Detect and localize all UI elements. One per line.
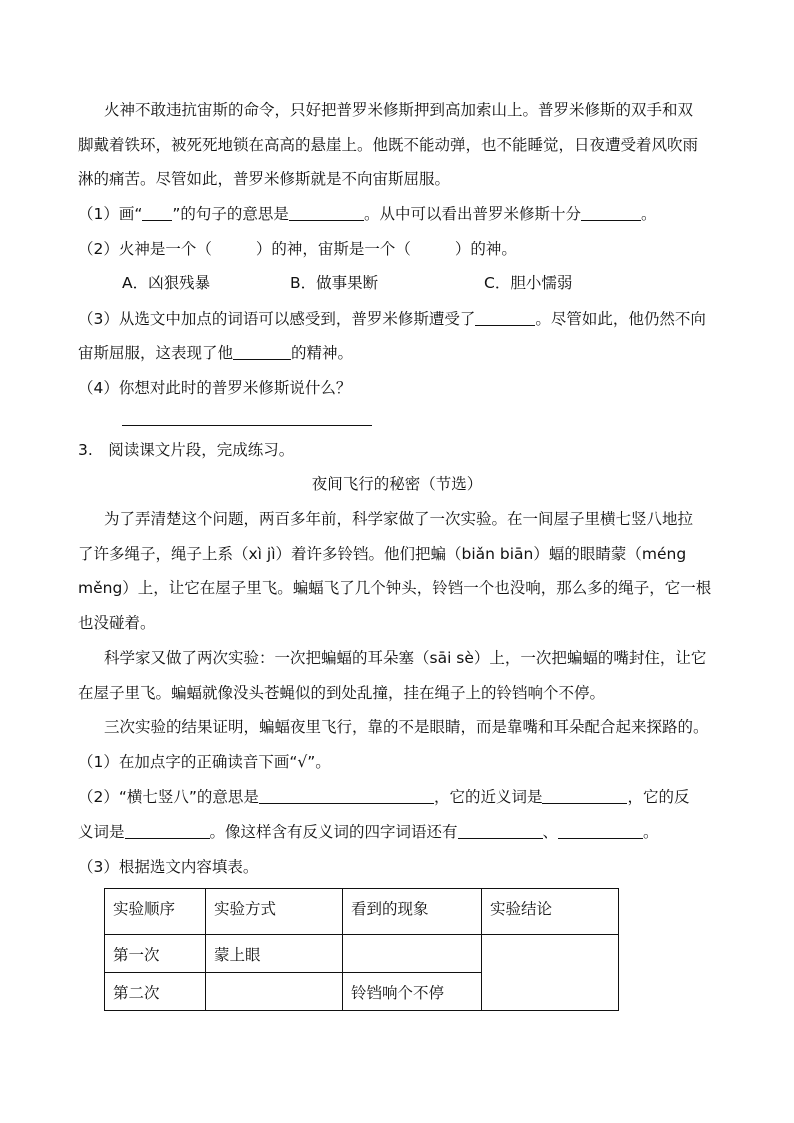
table-cell[interactable] xyxy=(343,935,482,973)
question-text: 宙斯屈服，这表现了他 xyxy=(78,344,234,362)
answer-blank[interactable] xyxy=(259,788,434,804)
question-3-1: （1）在加点字的正确读音下画“√”。 xyxy=(78,753,331,771)
passage-line: 脚戴着铁环，被死死地锁在高高的悬崖上。他既不能动弹，也不能睡觉，日夜遭受着风吹雨 xyxy=(78,136,699,154)
question-text: 的精神。 xyxy=(291,344,354,362)
table-cell: 第二次 xyxy=(105,973,206,1011)
question-text: ）的神。 xyxy=(454,240,517,258)
option-a[interactable]: A．凶狠残暴 xyxy=(122,274,211,292)
question-2-2 xyxy=(78,239,517,259)
question-3-3: （3）根据选文内容填表。 xyxy=(78,858,259,876)
passage-line: 淋的痛苦。尽管如此，普罗米修斯就是不向宙斯屈服。 xyxy=(78,170,451,188)
question-text: （2）火神是一个（ xyxy=(78,240,212,258)
table-row xyxy=(105,935,619,973)
question-3-heading: 3. 阅读课文片段，完成练习。 xyxy=(78,441,295,459)
question-text: 。 xyxy=(643,823,659,841)
table-header-row xyxy=(105,889,619,935)
answer-blank[interactable] xyxy=(125,823,210,839)
answer-blank[interactable] xyxy=(581,205,641,221)
option-b[interactable]: B．做事果断 xyxy=(290,274,379,292)
question-text: ，它的反 xyxy=(627,788,690,806)
table-cell-conclusion[interactable] xyxy=(482,935,619,1011)
answer-blank[interactable] xyxy=(233,344,291,360)
answer-blank[interactable] xyxy=(558,823,643,839)
question-3-2 xyxy=(78,787,689,807)
question-3-2-cont xyxy=(78,822,659,842)
table-cell[interactable]: 铃铛响个不停 xyxy=(343,973,482,1011)
option-c[interactable]: C．胆小懦弱 xyxy=(484,274,573,292)
question-text: ）的神，宙斯是一个（ xyxy=(255,240,411,258)
question-2-3-cont xyxy=(78,343,353,363)
question-2-3 xyxy=(78,309,706,329)
passage-line: 火神不敢违抗宙斯的命令，只好把普罗米修斯押到高加索山上。普罗米修斯的双手和双 xyxy=(104,101,694,119)
question-text: 义词是 xyxy=(78,823,125,841)
question-text: （2）“横七竖八”的意思是 xyxy=(78,788,259,806)
answer-blank[interactable] xyxy=(475,310,535,326)
answer-line[interactable] xyxy=(122,425,372,426)
table-header-cell: 实验顺序 xyxy=(105,889,206,935)
passage-line: 了许多绳子，绳子上系（xì jì）着许多铃铛。他们把蝙（biǎn biān）蝠的眼睛蒙（méng xyxy=(78,545,687,563)
passage-line: 也没碰着。 xyxy=(78,614,156,632)
question-text: 。像这样含有反义词的四字词语还有 xyxy=(209,823,458,841)
question-text: 。从中可以看出普罗米修斯十分 xyxy=(363,205,581,223)
passage-line: měng）上，让它在屋子里飞。蝙蝠飞了几个钟头，铃铛一个也没响，那么多的绳子，它一根 xyxy=(78,579,712,597)
question-text: （1）画“ xyxy=(78,205,143,223)
passage-line: 在屋子里飞。蝙蝠就像没头苍蝇似的到处乱撞，挂在绳子上的铃铛响个不停。 xyxy=(78,684,606,702)
passage-line: 科学家又做了两次实验：一次把蝙蝠的耳朵塞（sāi sè）上，一次把蝙蝠的嘴封住，让它 xyxy=(104,649,707,667)
answer-blank[interactable] xyxy=(142,205,172,221)
question-text: ”的句子的意思是 xyxy=(172,205,289,223)
table-header-cell: 看到的现象 xyxy=(343,889,482,935)
table-header-cell: 实验结论 xyxy=(482,889,619,935)
question-text: 。 xyxy=(640,205,657,223)
table-cell: 第一次 xyxy=(105,935,206,973)
passage-title: 夜间飞行的秘密（节选） xyxy=(311,475,483,493)
table-cell[interactable]: 蒙上眼 xyxy=(206,935,343,973)
passage-line: 为了弄清楚这个问题，两百多年前，科学家做了一次实验。在一间屋子里横七竖八地拉 xyxy=(104,510,694,528)
passage-line: 三次实验的结果证明，蝙蝠夜里飞行，靠的不是眼睛，而是靠嘴和耳朵配合起来探路的。 xyxy=(104,718,709,736)
question-2-1 xyxy=(78,204,656,224)
question-2-4: （4）你想对此时的普罗米修斯说什么？ xyxy=(78,379,352,397)
question-text: 、 xyxy=(542,823,559,841)
question-text: ，它的近义词是 xyxy=(433,788,543,806)
answer-blank[interactable] xyxy=(458,823,543,839)
question-text: （3）从选文中加点的词语可以感受到，普罗米修斯遭受了 xyxy=(78,310,476,328)
table-header-cell: 实验方式 xyxy=(206,889,343,935)
answer-blank[interactable] xyxy=(542,788,627,804)
answer-blank[interactable] xyxy=(289,205,364,221)
experiment-table xyxy=(104,888,619,1011)
question-text: 。尽管如此，他仍然不向 xyxy=(535,310,706,328)
table-cell[interactable] xyxy=(206,973,343,1011)
